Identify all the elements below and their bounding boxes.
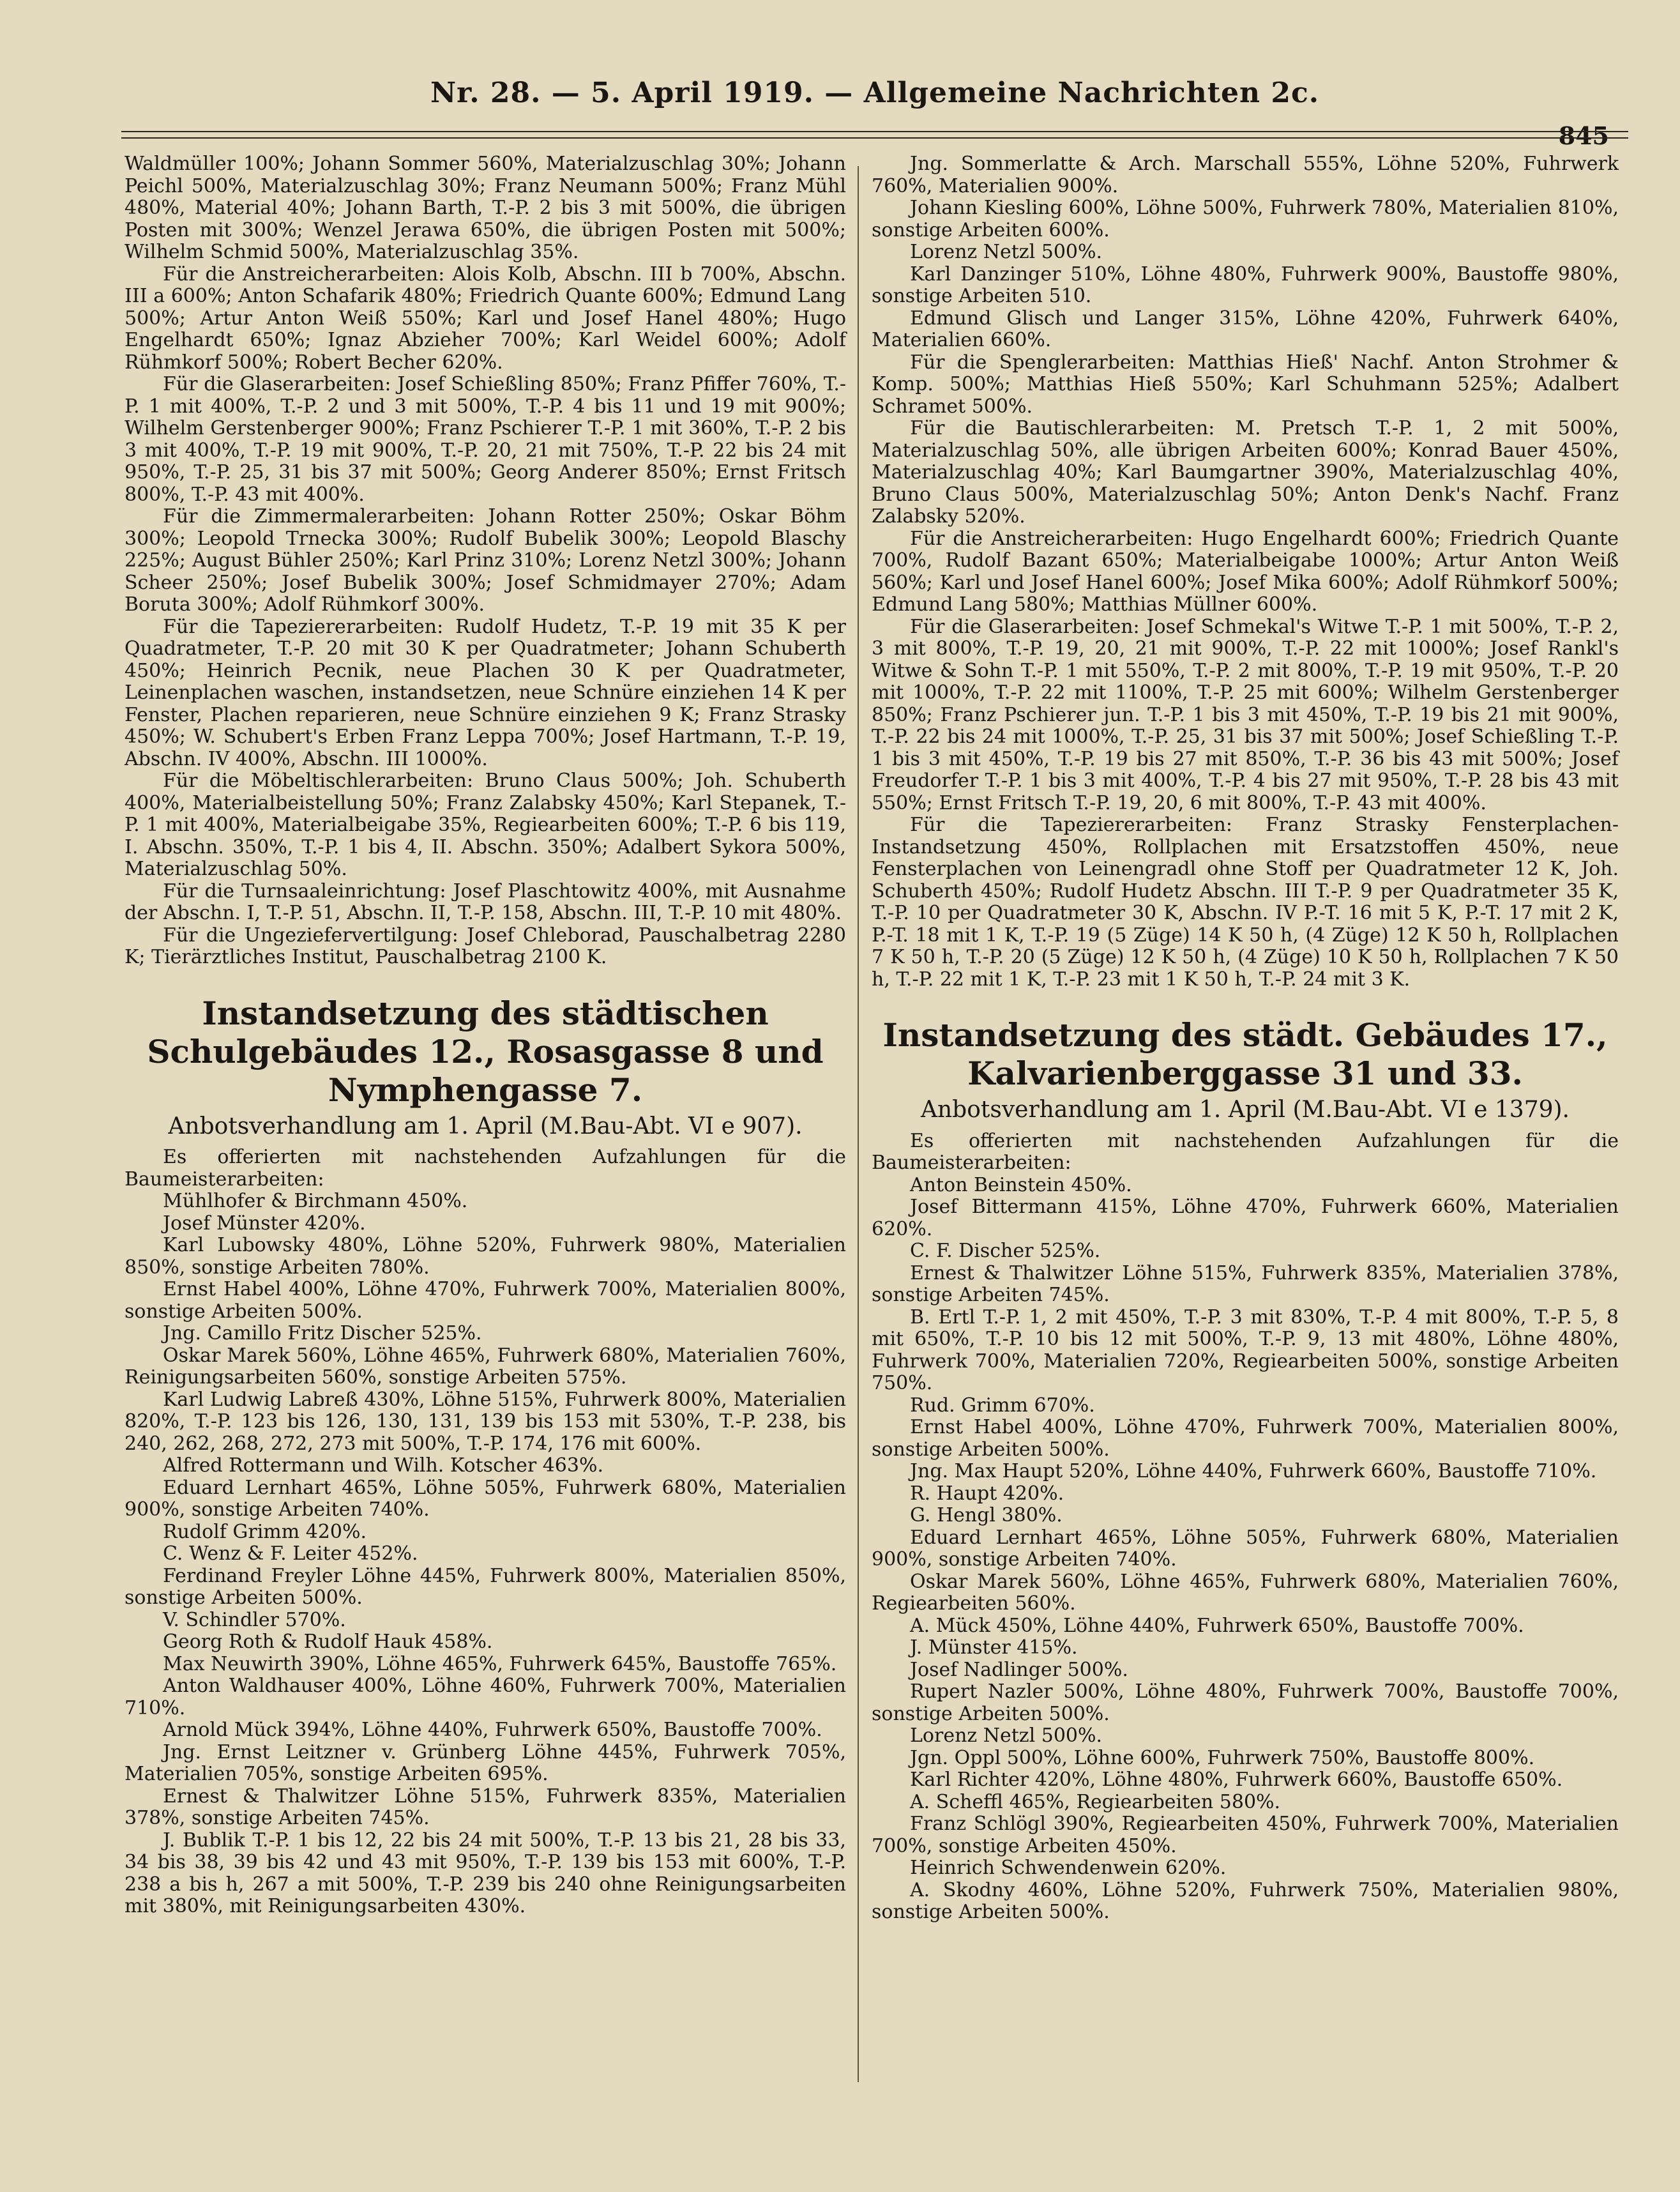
left-entry: V. Schindler 570%. — [163, 1608, 346, 1631]
right-column — [872, 153, 1619, 1924]
right-entry: A. Scheffl 465%, Regiearbeiten 580%. — [910, 1790, 1281, 1813]
header-rule-left — [121, 131, 1628, 139]
left-entry: Anton Waldhauser 400%, Löhne 460%, Fuhrwerk 700%, Materialien 710%. — [125, 1675, 846, 1719]
right-entry: Josef Bittermann 415%, Löhne 470%, Fuhrwerk 660%, Materialien 620%. — [872, 1196, 1619, 1240]
header-title: Nr. 28. — 5. April 1919. — Allgemeine Nachrichten 2c. — [430, 77, 1320, 109]
left-paragraph: Für die Zimmermalerarbeiten: Johann Rotter 250%; Oskar Böhm 300%; Leopold Trnecka 300%; Rudolf Bubelik 300%; Leopold Blaschy 225%; August Bühler 250%; Karl Prinz 310%; Lorenz Netzl 300%; Johann Scheer 250%; Josef Bubelik 300%; Josef Schmidmayer 270%; Adam Boruta 300%; Adolf Rühmkorf 300%. — [125, 505, 846, 616]
right-entry: Rud. Grimm 670%. — [910, 1394, 1095, 1417]
right-entry: Jng. Max Haupt 520%, Löhne 440%, Fuhrwerk 660%, Baustoffe 710%. — [910, 1460, 1597, 1482]
column-divider — [858, 166, 859, 2082]
left-entry: Jng. Camillo Fritz Discher 525%. — [163, 1322, 482, 1344]
left-entry: Oskar Marek 560%, Löhne 465%, Fuhrwerk 680%, Materialien 760%, Reinigungsarbeiten 560%, sonstige Arbeiten 575%. — [125, 1344, 846, 1389]
right-entry: Heinrich Schwendenwein 620%. — [910, 1857, 1227, 1879]
right-entry: G. Hengl 380%. — [910, 1504, 1063, 1526]
right-entry: Rupert Nazler 500%, Löhne 480%, Fuhrwerk 700%, Baustoffe 700%, sonstige Arbeiten 500%. — [872, 1680, 1619, 1725]
left-entry: Ernst Habel 400%, Löhne 470%, Fuhrwerk 700%, Materialien 800%, sonstige Arbeiten 500%. — [125, 1278, 846, 1323]
left-entry: Ferdinand Freyler Löhne 445%, Fuhrwerk 800%, Materialien 850%, sonstige Arbeiten 500%. — [125, 1564, 846, 1609]
right-section-subtitle: Anbotsverhandlung am 1. April (M.Bau-Abt. VI e 1379). — [920, 1097, 1570, 1123]
right-entry: J. Münster 415%. — [910, 1636, 1078, 1659]
right-entry: A. Skodny 460%, Löhne 520%, Fuhrwerk 750%, Materialien 980%, sonstige Arbeiten 500%. — [872, 1878, 1619, 1923]
right-paragraph: Für die Glaserarbeiten: Josef Schmekal's Witwe T.-P. 1 mit 500%, T.-P. 2, 3 mit 800%, T.-P. 19, 20, 21 mit 900%, T.-P. 22 mit 1000%; Josef Rankl's Witwe & Sohn T.-P. 1 mit 550%, T.-P. 2 mit 800%, T.-P. 19 mit 950%, T.-P. 20 mit 1000%, T.-P. 22 mit 1100%, T.-P. 25 mit 600%; Wilhelm Gerstenberger 850%; Franz Pschierer jun. T.-P. 1 bis 3 mit 450%, T.-P. 19 bis 21 mit 900%, T.-P. 22 bis 24 mit 1000%, T.-P. 25, 31 bis 37 mit 500%; Josef Schießling T.-P. 1 bis 3 mit 450%, T.-P. 19 bis 27 mit 850%, T.-P. 36 bis 43 mit 500%; Josef Freudorfer T.-P. 1 bis 3 mit 400%, T.-P. 4 bis 27 mit 950%, T.-P. 28 bis 43 mit 550%; Ernst Fritsch T.-P. 19, 20, 6 mit 800%, T.-P. 43 mit 400%. — [872, 615, 1619, 814]
right-paragraph: Karl Danzinger 510%, Löhne 480%, Fuhrwerk 900%, Baustoffe 980%, sonstige Arbeiten 510. — [872, 263, 1619, 307]
right-entry: Karl Richter 420%, Löhne 480%, Fuhrwerk 660%, Baustoffe 650%. — [910, 1769, 1563, 1791]
right-entry: A. Mück 450%, Löhne 440%, Fuhrwerk 650%, Baustoffe 700%. — [910, 1614, 1524, 1637]
right-paragraph: Johann Kiesling 600%, Löhne 500%, Fuhrwerk 780%, Materialien 810%, sonstige Arbeiten 600%. — [872, 197, 1619, 241]
left-entry: Max Neuwirth 390%, Löhne 465%, Fuhrwerk 645%, Baustoffe 765%. — [163, 1652, 837, 1675]
left-paragraph: Für die Tapeziererarbeiten: Rudolf Hudetz, T.-P. 19 mit 35 K per Quadratmeter, T.-P. 20 mit 30 K per Quadratmeter; Johann Schuberth 450%; Heinrich Pecnik, neue Plachen 30 K per Quadratmeter, Leinenplachen waschen, instandsetzen, neue Schnüre einziehen 14 K per Fenster, Plachen reparieren, neue Schnüre einziehen 9 K; Franz Strasky 450%; W. Schubert's Erben Franz Leppa 700%; Josef Hartmann, T.-P. 19, Abschn. IV 400%, Abschn. III 1000%. — [125, 615, 846, 770]
right-paragraph: Jng. Sommerlatte & Arch. Marschall 555%, Löhne 520%, Fuhrwerk 760%, Materialien 900%. — [872, 153, 1619, 197]
right-entry: Oskar Marek 560%, Löhne 465%, Fuhrwerk 680%, Materialien 760%, Regiearbeiten 560%. — [872, 1570, 1619, 1615]
page-number: 845 — [1558, 121, 1609, 150]
right-entry: Eduard Lernhart 465%, Löhne 505%, Fuhrwerk 680%, Materialien 900%, sonstige Arbeiten 740%. — [872, 1526, 1619, 1571]
right-entry: Ernest & Thalwitzer Löhne 515%, Fuhrwerk 835%, Materialien 378%, sonstige Arbeiten 745%. — [872, 1261, 1619, 1306]
right-entry: Anton Beinstein 450%. — [910, 1173, 1132, 1196]
right-entry: R. Haupt 420%. — [910, 1482, 1064, 1505]
left-paragraph: Für die Möbeltischlerarbeiten: Bruno Claus 500%; Joh. Schuberth 400%, Materialbeistellung 50%; Franz Zalabsky 450%; Karl Stepanek, T.-P. 1 mit 400%, Materialbeigabe 35%, Regiearbeiten 600%; T.-P. 6 bis 119, I. Abschn. 350%, T.-P. 1 bis 4, II. Abschn. 350%; Adalbert Sykora 500%, Materialzuschlag 50%. — [125, 770, 846, 880]
left-column — [125, 153, 846, 1918]
right-paragraph: Für die Spenglerarbeiten: Matthias Hieß' Nachf. Anton Strohmer & Komp. 500%; Matthias Hieß 550%; Karl Schuhmann 525%; Adalbert Schramet 500%. — [872, 351, 1619, 418]
left-entry: Mühlhofer & Birchmann 450%. — [163, 1190, 468, 1212]
left-entry: Alfred Rottermann und Wilh. Kotscher 463%. — [163, 1454, 604, 1477]
left-entry: Georg Roth & Rudolf Hauk 458%. — [163, 1631, 493, 1653]
right-paragraph: Für die Anstreicherarbeiten: Hugo Engelhardt 600%; Friedrich Quante 700%, Rudolf Bazant 650%; Materialbeigabe 1000%; Artur Anton Weiß 560%; Karl und Josef Hanel 600%; Josef Mika 600%; Adolf Rühmkorf 500%; Edmund Lang 580%; Matthias Müllner 600%. — [872, 527, 1619, 616]
left-entry: Jng. Ernst Leitzner v. Grünberg Löhne 445%, Fuhrwerk 705%, Materialien 705%, sonstige Arbeiten 695%. — [125, 1740, 846, 1785]
left-entry: Rudolf Grimm 420%. — [163, 1520, 367, 1543]
right-paragraph: Für die Bautischlerarbeiten: M. Pretsch T.-P. 1, 2 mit 500%, Materialzuschlag 50%, alle übrigen Arbeiten 600%; Konrad Bauer 450%, Materialzuschlag 40%; Karl Baumgartner 390%, Materialzuschlag 40%, Bruno Claus 500%, Materialzuschlag 50%; Anton Denk's Nachf. Franz Zalabsky 520%. — [872, 417, 1619, 528]
right-entry: Josef Nadlinger 500%. — [910, 1658, 1128, 1681]
left-entry: Karl Lubowsky 480%, Löhne 520%, Fuhrwerk 980%, Materialien 850%, sonstige Arbeiten 780%. — [125, 1234, 846, 1279]
left-entry: C. Wenz & F. Leiter 452%. — [163, 1542, 418, 1565]
right-paragraph: Edmund Glisch und Langer 315%, Löhne 420%, Fuhrwerk 640%, Materialien 660%. — [872, 307, 1619, 351]
right-entry: Franz Schlögl 390%, Regiearbeiten 450%, Fuhrwerk 700%, Materialien 700%, sonstige Arbeiten 450%. — [872, 1813, 1619, 1857]
left-entry: Arnold Mück 394%, Löhne 440%, Fuhrwerk 650%, Baustoffe 700%. — [163, 1719, 822, 1741]
left-section-intro: Es offerierten mit nachstehenden Aufzahlungen für die Baumeisterarbeiten: — [125, 1146, 846, 1191]
left-entry: J. Bublik T.-P. 1 bis 12, 22 bis 24 mit 500%, T.-P. 13 bis 21, 28 bis 33, 34 bis 38, 39 bis 42 und 43 mit 950%, T.-P. 139 bis 153 mit 600%, T.-P. 238 a bis h, 267 a mit 500%, T.-P. 239 bis 240 ohne Reinigungsarbeiten mit 380%, mit Reinigungsarbeiten 430%. — [125, 1829, 846, 1917]
left-paragraph: Für die Ungeziefervertilgung: Josef Chleborad, Pauschalbetrag 2280 K; Tierärztliches Institut, Pauschalbetrag 2100 K. — [125, 924, 846, 968]
right-paragraph: Lorenz Netzl 500%. — [910, 241, 1103, 263]
left-entry: Karl Ludwig Labreß 430%, Löhne 515%, Fuhrwerk 800%, Materialien 820%, T.-P. 123 bis 126, 130, 131, 139 bis 153 mit 530%, T.-P. 238, bis 240, 262, 268, 272, 273 mit 500%, T.-P. 174, 176 mit 600%. — [125, 1388, 846, 1455]
right-entry: B. Ertl T.-P. 1, 2 mit 450%, T.-P. 3 mit 830%, T.-P. 4 mit 800%, T.-P. 5, 8 mit 650%, T.-P. 10 bis 12 mit 500%, T.-P. 9, 13 mit 480%, Löhne 480%, Fuhrwerk 700%, Materialien 720%, Regiearbeiten 500%, sonstige Arbeiten 750%. — [872, 1305, 1619, 1394]
right-entry: C. F. Discher 525%. — [910, 1240, 1101, 1262]
right-section-intro: Es offerierten mit nachstehenden Aufzahlungen für die Baumeisterarbeiten: — [872, 1129, 1619, 1174]
left-entry: Ernest & Thalwitzer Löhne 515%, Fuhrwerk 835%, Materialien 378%, sonstige Arbeiten 745%. — [125, 1785, 846, 1829]
left-paragraph: Für die Anstreicherarbeiten: Alois Kolb, Abschn. III b 700%, Abschn. III a 600%; Anton Schafarik 480%; Friedrich Quante 600%; Edmund Lang 500%; Artur Anton Weiß 550%; Karl und Josef Hanel 480%; Hugo Engelhardt 650%; Ignaz Abzieher 700%; Karl Weidel 600%; Adolf Rühmkorf 500%; Robert Becher 620%. — [125, 263, 846, 374]
left-section-subtitle: Anbotsverhandlung am 1. April (M.Bau-Abt. VI e 907). — [168, 1113, 803, 1139]
left-paragraph: Für die Turnsaaleinrichtung: Josef Plaschtowitz 400%, mit Ausnahme der Abschn. I, T.-P. 51, Abschn. II, T.-P. 158, Abschn. III, T.-P. 10 mit 480%. — [125, 879, 846, 924]
left-entry: Eduard Lernhart 465%, Löhne 505%, Fuhrwerk 680%, Materialien 900%, sonstige Arbeiten 740%. — [125, 1476, 846, 1521]
right-entry: Ernst Habel 400%, Löhne 470%, Fuhrwerk 700%, Materialien 800%, sonstige Arbeiten 500%. — [872, 1416, 1619, 1461]
right-entry: Lorenz Netzl 500%. — [910, 1724, 1103, 1747]
left-entry: Josef Münster 420%. — [163, 1212, 366, 1235]
left-paragraph: Waldmüller 100%; Johann Sommer 560%, Materialzuschlag 30%; Johann Peichl 500%, Materialzuschlag 30%; Franz Neumann 500%; Franz Mühl 480%, Material 40%; Johann Barth, T.-P. 2 bis 3 mit 500%, die übrigen Posten mit 300%; Wenzel Jerawa 650%, die übrigen Posten mit 500%; Wilhelm Schmid 500%, Materialzuschlag 35%. — [125, 153, 846, 263]
right-entry: Jgn. Oppl 500%, Löhne 600%, Fuhrwerk 750%, Baustoffe 800%. — [910, 1746, 1535, 1769]
left-section-title: Instandsetzung des städtischen Schulgebäudes 12., Rosasgasse 8 und Nymphengasse 7. — [147, 994, 824, 1109]
left-paragraph: Für die Glaserarbeiten: Josef Schießling 850%; Franz Pfiffer 760%, T.-P. 1 mit 400%, T.-P. 2 und 3 mit 500%, T.-P. 4 bis 11 und 19 mit 900%; Wilhelm Gerstenberger 900%; Franz Pschierer T.-P. 1 mit 360%, T.-P. 2 bis 3 mit 400%, T.-P. 19 mit 900%, T.-P. 20, 21 mit 750%, T.-P. 22 bis 24 mit 950%, T.-P. 25, 31 bis 37 mit 500%; Georg Anderer 850%; Ernst Fritsch 800%, T.-P. 43 mit 400%. — [125, 373, 846, 506]
right-section-title: Instandsetzung des städt. Gebäudes 17., Kalvarienberggasse 31 und 33. — [882, 1016, 1608, 1092]
right-paragraph: Für die Tapeziererarbeiten: Franz Strasky Fensterplachen-Instandsetzung 450%, Rollplachen mit Ersatzstoffen 450%, neue Fensterplachen von Leinengradl ohne Stoff per Quadratmeter 12 K, Joh. Schuberth 450%; Rudolf Hudetz Abschn. III T.-P. 9 per Quadratmeter 35 K, T.-P. 10 per Quadratmeter 30 K, Abschn. IV P.-T. 16 mit 5 K, P.-T. 17 mit 2 K, P.-T. 18 mit 1 K, T.-P. 19 (5 Züge) 14 K 50 h, (4 Züge) 12 K 50 h, Rollplachen 7 K 50 h, T.-P. 20 (5 Züge) 12 K 50 h, (4 Züge) 10 K 50 h, Rollplachen 7 K 50 h, T.-P. 22 mit 1 K, T.-P. 23 mit 1 K 50 h, T.-P. 24 mit 3 K. — [872, 814, 1619, 991]
